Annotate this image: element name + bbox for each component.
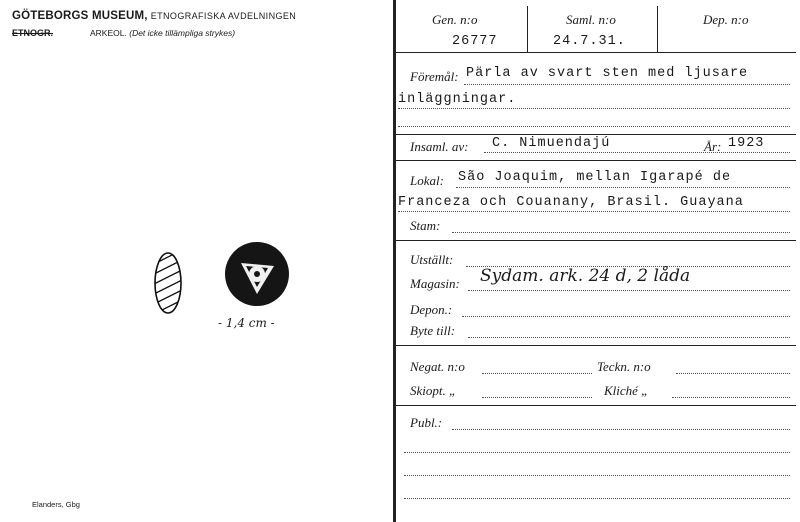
saml-label: Saml. n:o	[566, 12, 616, 27]
insaml-rule	[396, 160, 796, 161]
negat-label: Negat. n:o	[410, 359, 465, 374]
foremal-dotline-3	[398, 126, 790, 127]
header-rule	[396, 52, 796, 53]
dep-label: Dep. n:o	[703, 12, 749, 27]
kliche-label: Kliché „	[604, 383, 649, 398]
insaml-label: Insaml. av:	[410, 139, 469, 154]
magasin-value: Sydam. ark. 24 d, 2 låda	[480, 266, 691, 286]
arkeol-label	[90, 28, 235, 38]
stam-dotline	[452, 232, 790, 233]
scale-label: - 1,4 cm -	[218, 316, 275, 330]
insaml-value: C. Nimuendajú	[492, 136, 611, 151]
lokal-dotline-1	[456, 187, 790, 188]
lokal-line2: Franceza och Couanany, Brasil. Guayana	[398, 195, 744, 210]
foremal-dotline-2	[398, 108, 790, 109]
department-name: ETNOGRAFISKA AVDELNINGEN	[150, 11, 297, 21]
insaml-dotline	[484, 152, 790, 153]
foremal-line1: Pärla av svart sten med ljusare	[466, 66, 749, 81]
negat-rule	[396, 405, 796, 406]
bead-front-view	[225, 242, 289, 306]
depon-dotline	[462, 316, 790, 317]
teckn-dotline	[676, 373, 790, 374]
museum-name: GÖTEBORGS MUSEUM,	[12, 10, 148, 22]
magasin-dotline	[468, 290, 790, 291]
header-divider-2	[657, 6, 658, 52]
teckn-label: Teckn. n:o	[597, 359, 651, 374]
struck-category: ETNOGR.	[12, 28, 54, 38]
header-divider-1	[527, 6, 528, 52]
foremal-line2: inläggningar.	[398, 92, 517, 107]
utstallt-label: Utställt:	[410, 252, 454, 267]
card-divider	[393, 0, 396, 522]
byte-rule	[396, 345, 796, 346]
byte-dotline	[468, 337, 790, 338]
ar-label: År:	[704, 139, 722, 154]
saml-value: 24.7.31.	[553, 34, 626, 49]
byte-label: Byte till:	[410, 323, 456, 338]
publ-dotline-2	[404, 452, 790, 453]
museum-header	[12, 10, 296, 22]
arkeol-text: ARKEOL.	[90, 28, 127, 38]
foremal-rule	[396, 134, 796, 135]
kliche-dotline	[672, 397, 790, 398]
foremal-label: Föremål:	[410, 69, 459, 84]
bead-side-view	[150, 248, 186, 316]
stam-rule	[396, 240, 796, 241]
depon-label: Depon.:	[410, 302, 453, 317]
ar-value: 1923	[728, 136, 765, 151]
lokal-label: Lokal:	[410, 173, 444, 188]
gen-label: Gen. n:o	[432, 12, 478, 27]
gen-value: 26777	[452, 34, 498, 49]
publ-dotline-3	[404, 475, 790, 476]
magasin-label: Magasin:	[410, 276, 460, 291]
foremal-dotline-1	[464, 84, 790, 85]
publ-dotline-4	[404, 498, 790, 499]
lokal-line1: São Joaquim, mellan Igarapé de	[458, 170, 732, 185]
lokal-dotline-2	[398, 211, 790, 212]
negat-dotline	[482, 373, 592, 374]
arkeol-note: (Det icke tillämpliga strykes)	[129, 28, 236, 38]
skiopt-dotline	[482, 397, 592, 398]
printer-imprint: Elanders, Gbg	[32, 500, 80, 509]
publ-dotline-1	[452, 429, 790, 430]
stam-label: Stam:	[410, 218, 441, 233]
bead-drawing	[140, 236, 300, 316]
publ-label: Publ.:	[410, 415, 443, 430]
category-row	[12, 28, 236, 38]
skiopt-label: Skiopt. „	[410, 383, 457, 398]
